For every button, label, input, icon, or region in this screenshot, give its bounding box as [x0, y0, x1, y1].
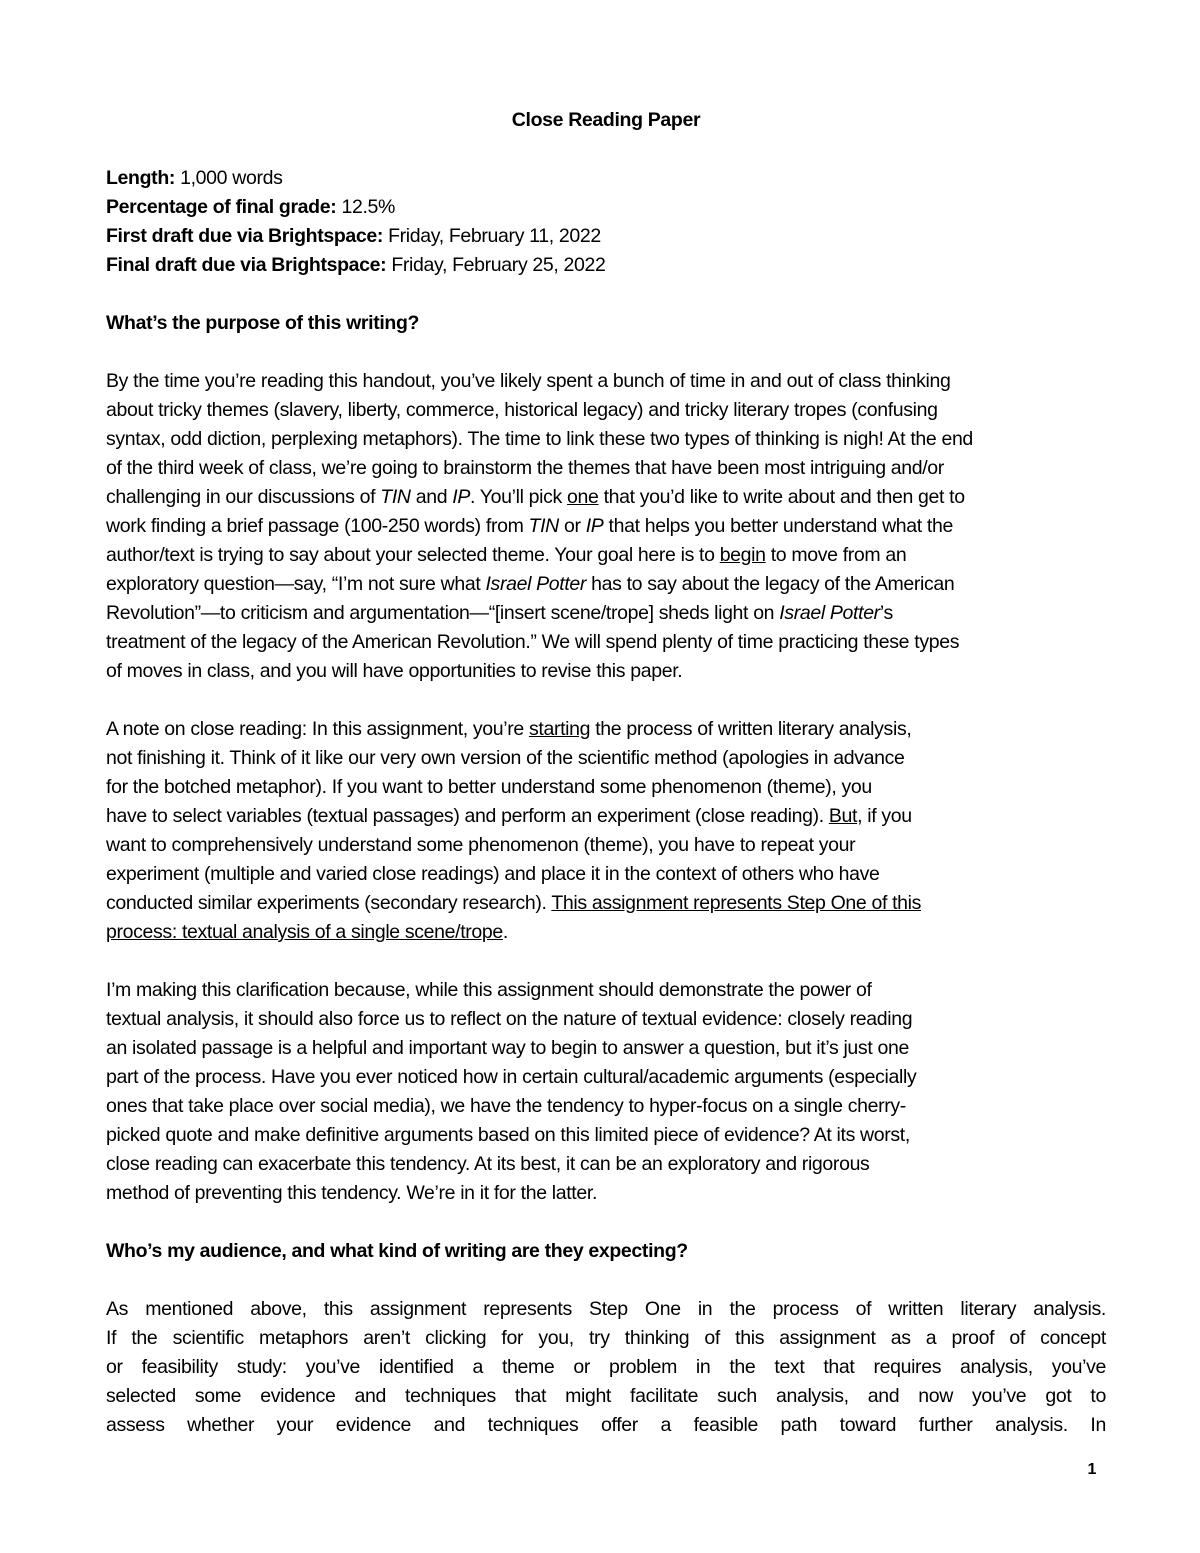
meta-value: 12.5%	[336, 196, 395, 218]
title-abbreviation: IP	[452, 486, 471, 508]
text-line: about tricky themes (slavery, liberty, commerce, historical legacy) and tricky literary tropes (confusing	[106, 399, 938, 421]
text-line: work finding a brief passage (100-250 words) from TIN or IP that helps you better understand what the	[106, 515, 953, 537]
text-line: ones that take place over social media), we have the tendency to hyper-focus on a single cherry-	[106, 1095, 906, 1117]
text-line: author/text is trying to say about your selected theme. Your goal here is to begin to move from an	[106, 544, 907, 566]
audience-paragraph	[106, 1295, 1106, 1440]
meta-value: 1,000 words	[175, 167, 283, 189]
text-line: experiment (multiple and varied close readings) and place it in the context of others who have	[106, 863, 880, 885]
text-line: method of preventing this tendency. We’re in it for the latter.	[106, 1182, 598, 1204]
text-line: exploratory question—say, “I’m not sure what Israel Potter has to say about the legacy of the American	[106, 573, 955, 595]
purpose-paragraph	[106, 367, 1106, 686]
text-line: challenging in our discussions of TIN and IP. You’ll pick one that you’d like to write about and then get to	[106, 486, 965, 508]
text-line: process: textual analysis of a single scene/trope.	[106, 921, 508, 943]
length-line	[106, 164, 1106, 193]
text-line: close reading can exacerbate this tendency. At its best, it can be an exploratory and rigorous	[106, 1153, 870, 1175]
final-draft-due-line	[106, 251, 1106, 280]
clarification-paragraph	[106, 976, 1106, 1208]
meta-value: Friday, February 11, 2022	[383, 225, 601, 247]
title-abbreviation: TIN	[528, 515, 559, 537]
text-line: picked quote and make definitive arguments based on this limited piece of evidence? At its worst,	[106, 1124, 910, 1146]
book-title: Israel Potter	[779, 602, 880, 624]
text-line: Revolution”—to criticism and argumentation—“[insert scene/trope] sheds light on Israel Potter’s	[106, 602, 893, 624]
meta-label: Final draft due via Brightspace:	[106, 254, 387, 276]
text-line: of the third week of class, we’re going to brainstorm the themes that have been most intriguing and/or	[106, 457, 944, 479]
meta-label: Percentage of final grade:	[106, 196, 337, 218]
meta-label: Length:	[106, 167, 176, 189]
close-reading-note-paragraph	[106, 715, 1106, 947]
page-number: 1	[1087, 1461, 1097, 1478]
text-line: conducted similar experiments (secondary research). This assignment represents Step One of this	[106, 892, 922, 914]
text-line: assess whether your evidence and techniques offer a feasible path toward further analysis. In	[106, 1414, 1106, 1436]
emphasis: one	[567, 486, 599, 508]
grade-percentage-line	[106, 193, 1106, 222]
text-line: have to select variables (textual passages) and perform an experiment (close reading). But, if you	[106, 805, 912, 827]
text-line: A note on close reading: In this assignment, you’re starting the process of written literary analysis,	[106, 718, 912, 740]
title-abbreviation: IP	[585, 515, 604, 537]
text-line: By the time you’re reading this handout, you’ve likely spent a bunch of time in and out of class thinking	[106, 370, 951, 392]
emphasis: process: textual analysis of a single scene/trope	[106, 921, 503, 943]
audience-heading: Who’s my audience, and what kind of writing are they expecting?	[106, 1240, 688, 1262]
text-line: I’m making this clarification because, while this assignment should demonstrate the power of	[106, 979, 872, 1001]
text-line: syntax, odd diction, perplexing metaphors). The time to link these two types of thinking is nigh! At the end	[106, 428, 973, 450]
text-line: As mentioned above, this assignment represents Step One in the process of written literary analysis.	[106, 1298, 1106, 1320]
emphasis: begin	[719, 544, 766, 566]
text-line: or feasibility study: you’ve identified a theme or problem in the text that requires analysis, you’ve	[106, 1356, 1106, 1378]
document-title: Close Reading Paper	[511, 109, 701, 131]
first-draft-due-line	[106, 222, 1106, 251]
meta-value: Friday, February 25, 2022	[386, 254, 606, 276]
book-title: Israel Potter	[485, 573, 587, 595]
purpose-heading: What’s the purpose of this writing?	[106, 312, 420, 334]
text-line: of moves in class, and you will have opportunities to revise this paper.	[106, 660, 683, 682]
text-line: part of the process. Have you ever noticed how in certain cultural/academic arguments (especially	[106, 1066, 917, 1088]
emphasis: This assignment represents Step One of this	[551, 892, 922, 914]
document-body	[106, 106, 1106, 1440]
text-line: not finishing it. Think of it like our very own version of the scientific method (apologies in advance	[106, 747, 905, 769]
text-line: selected some evidence and techniques that might facilitate such analysis, and now you’ve got to	[106, 1385, 1106, 1407]
text-line: an isolated passage is a helpful and important way to begin to answer a question, but it’s just one	[106, 1037, 909, 1059]
emphasis: But	[828, 805, 858, 827]
text-line: If the scientific metaphors aren’t clicking for you, try thinking of this assignment as a proof of concept	[106, 1327, 1106, 1349]
text-line: textual analysis, it should also force us to reflect on the nature of textual evidence: closely reading	[106, 1008, 913, 1030]
text-line: for the botched metaphor). If you want to better understand some phenomenon (theme), you	[106, 776, 872, 798]
text-line: want to comprehensively understand some phenomenon (theme), you have to repeat your	[106, 834, 856, 856]
title-abbreviation: TIN	[380, 486, 411, 508]
text-line: treatment of the legacy of the American Revolution.” We will spend plenty of time practicing these types	[106, 631, 960, 653]
meta-label: First draft due via Brightspace:	[106, 225, 384, 247]
emphasis: starting	[528, 718, 591, 740]
